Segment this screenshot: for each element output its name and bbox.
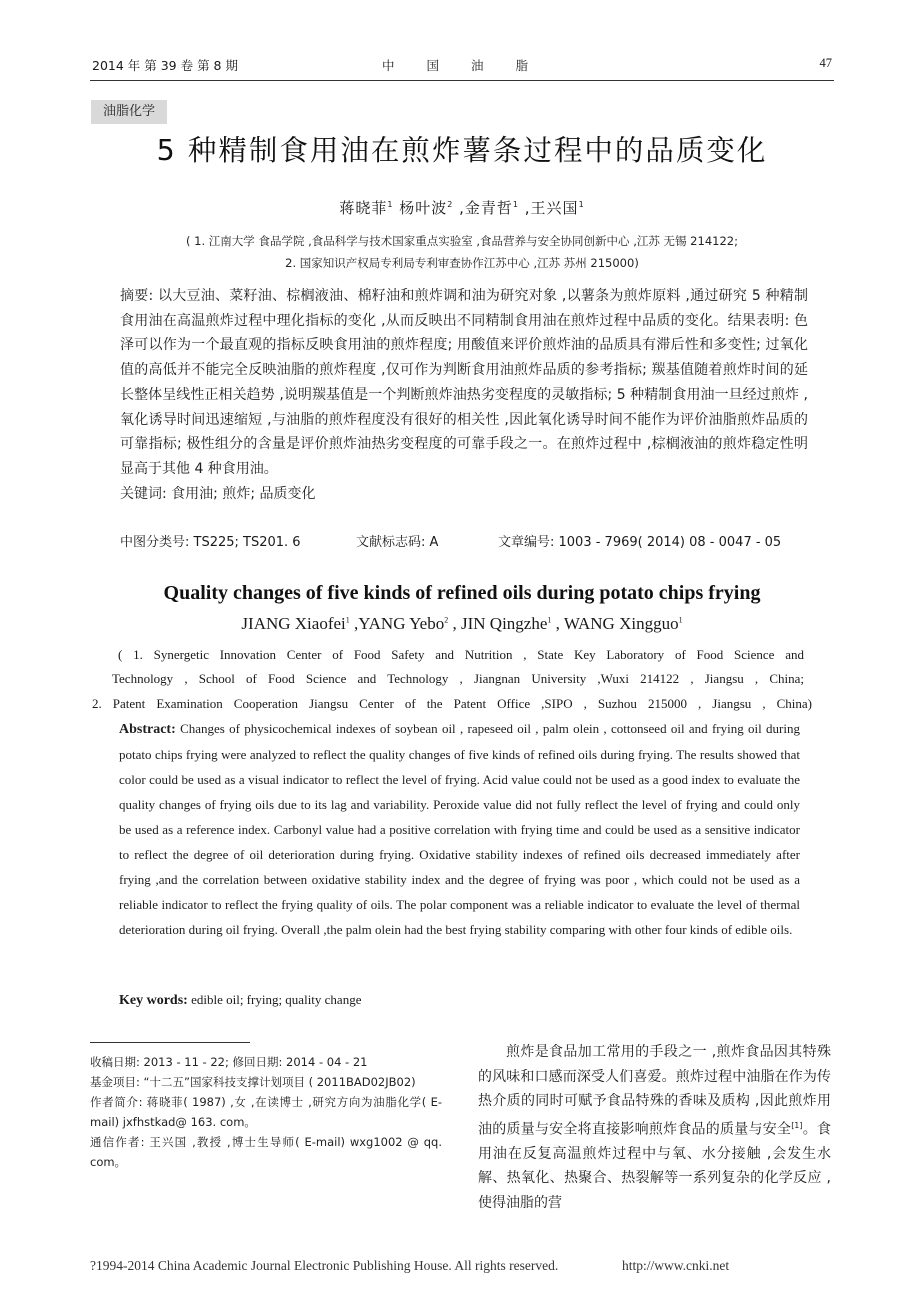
keywords-cn-label: 关键词: (120, 485, 167, 502)
affiliation-mark: 1 (547, 615, 552, 625)
affiliation-mark: 1 (578, 200, 585, 209)
abstract-cn (120, 284, 808, 506)
affiliation-mark: 2 (444, 615, 449, 625)
author-name: 杨叶波 (399, 199, 448, 217)
body-text: 煎炸是食品加工常用的手段之一 ,煎炸食品因其特殊的风味和口感而深受人们喜爱。煎炸过程中油脂在作为传热介质的同时可赋予食品特殊的香味及质构 ,因此煎炸用油的质量与安全将直接影响煎炸食品的质量与安全 (478, 1044, 831, 1138)
authors-en (90, 614, 834, 634)
author-name-en: ,YANG Yebo (349, 614, 445, 633)
affiliation-mark: 1 (345, 615, 350, 625)
author-bio: 作者简介: 蒋晓菲( 1987) ,女 ,在读博士 ,研究方向为油脂化学( E-mail) jxfhstkad@ 163. com。 (90, 1095, 442, 1129)
body-paragraph (478, 1040, 831, 1215)
affiliation-mark: 1 (387, 200, 394, 209)
cnki-url[interactable]: http://www.cnki.net (622, 1258, 730, 1273)
column-tag: 油脂化学 (91, 100, 167, 124)
affiliation-en-line: 2. Patent Examination Cooperation Jiangsu Center of the Patent Office ,SIPO , Suzhou 215000 , Jiangsu , China) (92, 696, 812, 711)
author-name: 蒋晓菲 (339, 199, 388, 217)
author-name-en: , JIN Qingzhe (448, 614, 548, 633)
footnote-rule (90, 1042, 250, 1043)
affiliation-en-line: ( 1. Synergetic Innovation Center of Food Safety and Nutrition , State Key Laboratory of Food Science and (118, 647, 804, 662)
copyright-text: ?1994-2014 China Academic Journal Electronic Publishing House. All rights reserved. (90, 1258, 559, 1273)
clc-number: 中图分类号: TS225; TS201. 6 (120, 535, 301, 550)
author-name-en: JIANG Xiaofei (241, 614, 346, 633)
document-code: 文献标志码: A (356, 535, 439, 550)
abstract-en-label: Abstract: (119, 722, 176, 737)
keywords-en-label: Key words: (119, 993, 188, 1008)
corresponding-author: 通信作者: 王兴国 ,教授 ,博士生导师( E-mail) wxg1002 @ qq. com。 (90, 1135, 442, 1169)
affiliation-en-line: Technology , School of Food Science and Technology , Jiangnan University ,Wuxi 214122 , Jiangsu , China; (112, 671, 804, 686)
journal-name: 中 国 油 脂 (382, 58, 542, 73)
authors-cn: 蒋晓菲$^1$ 杨叶波$^2$ ,金青哲$^1$ ,王兴国$^1$ (339, 199, 585, 217)
copyright-footer (90, 1258, 830, 1274)
received-date: 收稿日期: 2013 - 11 - 22; 修回日期: 2014 - 04 - 21 (90, 1055, 368, 1069)
running-header (92, 56, 832, 78)
affiliation-mark: 1 (678, 615, 683, 625)
affiliation-cn-line: ( 1. 江南大学 食品学院 ,食品科学与技术国家重点实验室 ,食品营养与安全协同创新中心 ,江苏 无锡 214122; (186, 234, 738, 248)
author-name: 王兴国 (530, 199, 579, 217)
affiliation-mark: 2 (447, 200, 454, 209)
abstract-cn-label: 摘要: (120, 288, 154, 304)
abstract-en (119, 716, 800, 942)
affiliation-mark: 1 (512, 200, 519, 209)
keywords-en (119, 992, 800, 1009)
title-en: Quality changes of five kinds of refined oils during potato chips frying (163, 582, 761, 604)
body-text: 。食用油在反复高温煎炸过程中与氧、水分接触 ,会发生水解、热氧化、热聚合、热裂解等一系列复杂的化学反应 ,使得油脂的营 (478, 1121, 832, 1211)
keywords-cn-text: 食用油; 煎炸; 品质变化 (166, 485, 316, 502)
title-cn: 5 种精制食用油在煎炸薯条过程中的品质变化 (156, 134, 768, 167)
page-number: 47 (819, 56, 832, 70)
article-number: 文章编号: 1003 - 7969( 2014) 08 - 0047 - 05 (498, 535, 782, 550)
abstract-cn-text: 以大豆油、菜籽油、棕榈液油、棉籽油和煎炸调和油为研究对象 ,以薯条为煎炸原料 ,通过研究 5 种精制食用油在高温煎炸过程中理化指标的变化 ,从而反映出不同精制食用油在煎炸过程中品质的变化。结果表明: 色泽可以作为一个最直观的指标反映食用油的煎炸程度; 用酸值来评价煎炸油的品质具有滞后性和多变性; 过氧化值的高低并不能完全反映油脂的煎炸程度 ,仅可作为判断食用油煎炸品质的参考指标; 羰基值随着煎炸时间的延长整体呈线性正相关趋势 ,说明羰基值是一个判断煎炸油热劣变程度的灵敏指标; 5 种精制食用油一旦经过煎炸 ,氧化诱导时间迅速缩短 ,与油脂的煎炸程度没有很好的相关性 ,因此氧化诱导时间不能作为评价油脂煎炸品质的可靠指标; 极性组分的含量是评价煎炸油热劣变程度的可靠手段之一。在煎炸过程中 ,棕榈液油的煎炸稳定性明显高于其他 4 种食用油。 (120, 288, 809, 477)
keywords-en-text: edible oil; frying; quality change (187, 992, 362, 1007)
header-rule (90, 80, 834, 81)
abstract-en-text: Changes of physicochemical indexes of soybean oil , rapeseed oil , palm olein , cottonseed oil and frying oil during potato chips frying were analyzed to reflect the quality changes of five kinds of refined oils during frying. The results showed that color could be used as a visual indicator to reflect the level of frying. Acid value could not be used as a good index to evaluate the quality changes of frying oils due to its lag and variability. Peroxide value did not fully reflect the level of frying and could only be used as a reference index. Carbonyl value had a positive correlation with frying time and could be used as a sensitive indicator to reflect the degree of oil deterioration during frying. Oxidative stability indexes of refined oils decreased immediately after frying ,and the correlation between oxidative stability index and the degree of frying was poor , which could not be used as a reliable indicator to reflect the frying quality of oils. The polar component was a reliable indicator to evaluate the level of thermal deterioration during oil frying. Overall ,the palm olein had the best frying stability comparing with other four kinds of edible oils. (119, 721, 800, 937)
citation-link[interactable]: [1] (791, 1120, 803, 1130)
issue-info: 2014 年 第 39 卷 第 8 期 (92, 58, 238, 73)
footnotes (90, 1052, 442, 1172)
fund-info: 基金项目: “十二五”国家科技支撑计划项目 ( 2011BAD02JB02) (90, 1075, 416, 1089)
affiliation-cn-line: 2. 国家知识产权局专利局专利审查协作江苏中心 ,江苏 苏州 215000) (285, 256, 639, 270)
author-name: 金青哲 (464, 199, 513, 217)
author-name-en: , WANG Xingguo (551, 614, 679, 633)
